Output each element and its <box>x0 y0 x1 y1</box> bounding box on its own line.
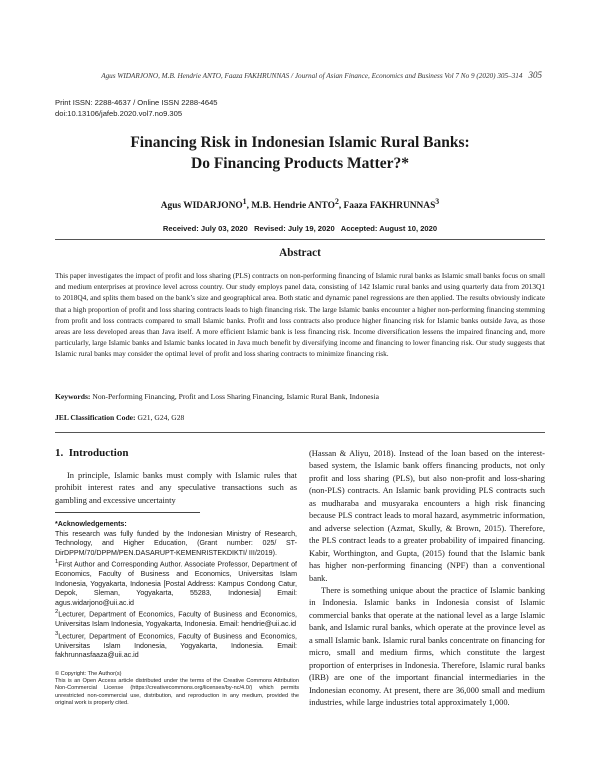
author-name: M.B. Hendrie ANTO <box>251 201 335 212</box>
running-head <box>62 70 542 80</box>
footnote-3: $^3$Lecturer, Department of Economics, Faculty of Business and Economics, Universitas Islam Indonesia, Yogyakarta, Indonesia. Email: fakhrunnasfaaza@uii.ac.id <box>55 630 297 660</box>
author-name: Faaza FAKHRUNNAS <box>343 201 436 212</box>
issn-block <box>55 97 218 119</box>
page-number: 305 <box>528 70 542 80</box>
title-line-1: Financing Risk in Indonesian Islamic Rural Banks: <box>130 134 470 151</box>
title-line-2: Do Financing Products Matter?* <box>191 155 409 172</box>
body-paragraph: (Hassan & Aliyu, 2018). Instead of the loan based on the interest-based system, the Islamic bank offers financing products, not only profit and loss sharing (PLS), but also non-profit and loss-sharing (non-PLS) contracts. An Islamic bank providing PLS contracts such as mudharaba and musyaraka encounters a high risk financing because PLS contract leads to moral hazard, asymmetric information, and adverse selection (Azmat, Skully, & Brown, 2015). Therefore, the PLS contract leads to a greater probability of impaired financing. Kabir, Worthington, and Gupta, (2015) found that the Islamic bank has higher non-performing financing (NPF) than a conventional bank. <box>309 448 545 583</box>
author-affiliation-mark: 3 <box>435 197 440 206</box>
paper-title <box>40 132 560 174</box>
section-heading: 1. Introduction <box>55 447 129 459</box>
footnote-1: $^1$First Author and Corresponding Author. Associate Professor, Department of Economics, Faculty of Business and Economics, Universitas Islam Indonesia, Yogyakarta, Indonesia [Postal Address: Kampus Condong Catur, Depok, Sleman, Yogyakarta, 55283, Indonesia] Email: agus.widarjono@uii.ac.id <box>55 559 297 607</box>
author-list: Agus WIDARJONO$^1$, M.B. Hendrie ANTO$^2$, Faaza FAKHRUNNAS$^3$ <box>160 197 440 212</box>
footnotes <box>55 520 297 661</box>
submission-dates: Received: July 03, 2020 Revised: July 19, 2020 Accepted: August 10, 2020 <box>162 224 438 233</box>
intro-right-column <box>309 447 545 709</box>
jel-codes <box>55 413 545 422</box>
jel-label: JEL Classification Code: <box>55 413 136 422</box>
keywords-value: Non-Performing Financing, Profit and Loss Sharing Financing, Islamic Rural Bank, Indonesia <box>92 392 379 401</box>
author-name: Agus WIDARJONO <box>160 201 243 212</box>
abstract-heading: Abstract <box>279 247 321 259</box>
author-affiliation-mark: 1 <box>242 197 247 206</box>
body-paragraph: There is something unique about the practice of Islamic banking in Indonesia. Islamic banks in Indonesia consist of Islamic commercial banks that operate at the national level as a large Islamic bank, and Islamic rural banks, which operate at the province level as a small Islamic bank. Islamic rural banks concentrate on financing for micro, small and medium firms, which constitute the largest proportion of enterprises in Indonesia. Therefore, Islamic rural banks (IRB) are one of the important financial intermediaries in the Indonesian economy. At present, there are 36,000 small and medium industries, while large industries total approximately 1,000. <box>309 584 545 708</box>
footnote-2: $^2$Lecturer, Department of Economics, Faculty of Business and Economics, Universitas Islam Indonesia, Yogyakarta, Indonesia. Email: hendrie@uii.ac.id <box>55 609 297 629</box>
acknowledgements-label: *Acknowledgements: <box>55 520 127 528</box>
body-paragraph: In principle, Islamic banks must comply with Islamic rules that prohibit interest rates and any speculative transactions such as gambling and excessive uncertainty <box>55 470 297 505</box>
footnote-rule <box>55 512 200 513</box>
license-text: This is an Open Access article distributed under the terms of the Creative Commons Attribution Non-Commercial License (https://creativecommons.org/licenses/by-nc/4.0/) which permits unrestricted non-commercial use, distribution, and reproduction in any medium, provided the original work is properly cited. <box>55 678 299 706</box>
copyright-notice <box>55 671 299 707</box>
divider <box>55 239 545 240</box>
intro-left-column <box>55 469 297 506</box>
issn: Print ISSN: 2288-4637 / Online ISSN 2288-4645 <box>55 98 218 107</box>
keywords <box>55 392 545 401</box>
divider <box>55 432 545 433</box>
acknowledgements-text: This research was fully funded by the Indonesian Ministry of Research, Technology, and Higher Education, (Grant number: 025/ ST-DirDPPM/70/DPPM/PEN.DASARUPT-KEMENRISTEKDIKTI/ III/2019). <box>55 529 297 557</box>
copyright-text: © Copyright: The Author(s) <box>55 671 122 677</box>
running-head-text: Agus WIDARJONO, M.B. Hendrie ANTO, Faaza FAKHRUNNAS / Journal of Asian Finance, Economics and Business Vol 7 No 9 (2020) 305–314 <box>101 72 523 80</box>
doi[interactable]: doi:10.13106/jafeb.2020.vol7.no9.305 <box>55 109 183 118</box>
jel-value: G21, G24, G28 <box>137 413 185 422</box>
abstract-text: This paper investigates the impact of profit and loss sharing (PLS) contracts on non-performing financing of Islamic rural banks as Islamic small banks focus on small and medium enterprises at province level across country. Our study employs panel data, consisting of 142 Islamic rural banks and using quarterly data from 2013Q1 to 2018Q4, and splits them based on the bank’s size and geographical area. Both static and dynamic panel regressions are then applied. The results obviously indicate that a high proportion of profit and loss sharing contracts leads to high financing risk. The large Islamic banks encounter a higher non-performing financing stemming from profit and loss contracts compared to small Islamic banks. Profit and loss contracts also produce higher financing risk for Islamic banks outside Java, as those areas are less developed areas than Java itself. A more efficient Islamic bank is less financing risk. Income diversification lessens the impaired financing and, more particularly, large Islamic banks and Islamic banks located in Java much benefit by diversifying income and financing to lower financing risk. Our study suggests that Islamic rural banks may consider the optimal level of profit and loss sharing contracts to minimize financing risk. <box>55 271 545 359</box>
author-affiliation-mark: 2 <box>334 197 339 206</box>
keywords-label: Keywords: <box>55 392 91 401</box>
